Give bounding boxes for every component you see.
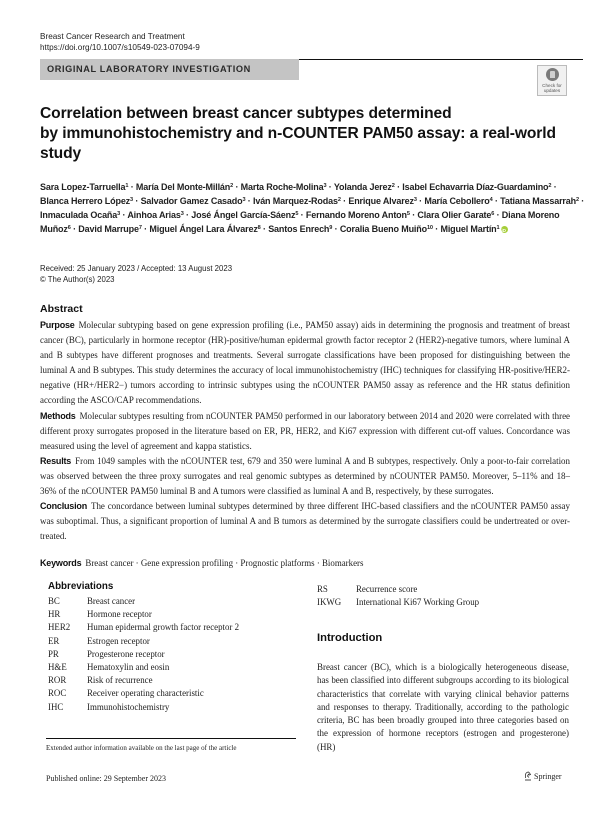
abstract-label: Results [40, 455, 72, 466]
affiliation-marker[interactable]: 1 [125, 183, 129, 189]
abbreviation-row [48, 648, 239, 661]
abstract-methods [40, 409, 570, 454]
affiliation-marker[interactable]: 3 [242, 197, 246, 203]
doi-link[interactable]: https://doi.org/10.1007/s10549-023-07094-9 [40, 43, 200, 52]
abbreviation-term: PR [48, 648, 59, 659]
abbreviation-term: ER [48, 635, 60, 646]
abbreviation-row [317, 596, 479, 609]
abbreviation-term: RS [317, 584, 328, 594]
abstract-label: Methods [40, 410, 76, 421]
abbreviation-term: H&E [48, 662, 67, 673]
abbreviation-definition: Risk of recurrence [87, 675, 153, 686]
abstract-text: From 1049 samples with the nCOUNTER test, 679 and 350 were luminal A and B subtypes, respectively. Only a poor-to-fair correlation was observed between the three proxy surrogates and real genomic subtypes as determined by nCOUNTER PAM50. Moreover, 5–11% and 18–36% of the nCOUNTER PAM50 luminal B and A tumors were classified as luminal A and B, respectively, by these surrogates. [40, 455, 570, 497]
keywords-label: Keywords [40, 558, 82, 568]
article-type-label: ORIGINAL LABORATORY INVESTIGATION [47, 64, 251, 74]
affiliation-marker[interactable]: 6 [67, 225, 71, 231]
affiliation-marker[interactable]: 4 [489, 197, 493, 203]
publisher-logo [524, 771, 562, 781]
abbreviation-row [48, 701, 239, 714]
affiliation-marker[interactable]: 3 [413, 197, 417, 203]
affiliation-marker[interactable]: 2 [548, 183, 552, 189]
published-date: Published online: 29 September 2023 [46, 774, 166, 783]
title-line: by immunohistochemistry and n-COUNTER PAM50 assay: a real-world [40, 125, 556, 142]
abbreviation-row [48, 687, 239, 700]
title-line: Correlation between breast cancer subtypes determined [40, 105, 452, 122]
affiliation-marker[interactable]: 7 [138, 225, 142, 231]
bookmark-icon [546, 68, 559, 81]
author-name[interactable]: Yolanda Jerez [333, 182, 392, 192]
footnote-rule [46, 738, 296, 739]
affiliation-marker[interactable]: 3 [117, 211, 121, 217]
abbreviation-definition: Hematoxylin and eosin [87, 662, 170, 673]
author-name[interactable]: Miguel Martín [440, 224, 497, 234]
author-list: Sara Lopez-Tarruella$^1$ · María Del Monte-Millán$^2$ · Marta Roche-Molina$^3$ · Yolanda Jerez$^2$ · Isabel Echavarria Díaz-Guardamino$^2$ · Blanca Herrero López$^3$ · Salvador Gamez Casado$^3$ · Iván Marquez-Rodas$^2$ · Enrique Alvarez$^3$ · María Cebollero$^4$ · Tatiana Massarrah$^2$ · Inmaculada Ocaña$^3$ · Ainhoa Arias$^3$ · José Ángel García-Sáenz$^5$ · Fernando Moreno Anton$^5$ · Clara Olier Garate$^6$ · Diana Moreno Muñoz$^6$ · David Marrupe$^7$ · Miguel Ángel Lara Álvarez$^8$ · Santos Enrech$^9$ · Coralia Bueno Muiño$^{10}$ · Miguel Martín$^1$iD [40, 180, 585, 236]
orcid-icon[interactable] [501, 226, 508, 233]
abstract-text: The concordance between luminal subtypes determined by three different IHC-based classifiers and the nCOUNTER PAM50 assay was suboptimal. Thus, a significant proportion of luminal A and B tumors as determined by the surrogate classifiers could be undertreated or over-treated. [40, 501, 570, 542]
affiliation-marker[interactable]: 3 [130, 197, 133, 203]
abstract-label: Purpose [40, 320, 75, 330]
author-name[interactable]: Isabel Echavarria Díaz-Guardamino [402, 182, 549, 192]
footnote: Extended author information available on the last page of the article [46, 744, 237, 752]
author-name[interactable]: Blanca Herrero López [40, 196, 131, 206]
article-dates [40, 264, 232, 285]
affiliation-marker[interactable]: 1 [496, 225, 500, 231]
author-name[interactable]: David Marrupe [78, 224, 139, 234]
abbreviation-definition: Recurrence score [356, 584, 418, 594]
affiliation-marker[interactable]: 5 [295, 211, 299, 217]
abbreviation-term: HR [48, 609, 61, 620]
author-name[interactable]: Diana Moreno Muñoz [40, 210, 560, 234]
author-name[interactable]: Sara Lopez-Tarruella [40, 182, 126, 192]
abbreviation-row [48, 621, 239, 634]
springer-horse-icon [524, 771, 532, 781]
abbreviation-definition: Estrogen receptor [87, 635, 150, 646]
abbreviation-row [48, 674, 239, 687]
abbreviations-list-right [317, 583, 479, 609]
abbreviation-row [48, 661, 239, 674]
author-name[interactable]: Miguel Ángel Lara Álvarez [149, 224, 258, 234]
author-name[interactable]: Coralia Bueno Muiño [339, 224, 427, 234]
abstract-label: Conclusion [40, 501, 87, 512]
abstract-body [40, 318, 570, 544]
article-type-banner [40, 59, 299, 80]
abbreviation-term: HER2 [48, 622, 71, 633]
abbreviation-definition: Hormone receptor [87, 609, 152, 620]
affiliation-marker[interactable]: 2 [391, 183, 395, 189]
introduction-heading: Introduction [317, 632, 383, 644]
affiliation-marker[interactable]: 5 [406, 211, 410, 217]
author-name[interactable]: Ainhoa Arias [127, 210, 181, 220]
abbreviation-term: ROR [48, 675, 67, 686]
author-name[interactable]: Iván Marquez-Rodas [253, 196, 338, 206]
abstract-purpose [40, 318, 570, 409]
affiliation-marker[interactable]: 3 [180, 211, 184, 217]
affiliation-marker[interactable]: 10 [426, 225, 433, 231]
author-name[interactable]: Enrique Alvarez [348, 196, 414, 206]
author-name[interactable]: Clara Olier Garate [417, 210, 492, 220]
publisher-name: Springer [534, 772, 562, 781]
abbreviation-definition: Breast cancer [87, 596, 136, 606]
abstract-results [40, 454, 570, 499]
author-name[interactable]: Inmaculada Ocaña [40, 210, 118, 220]
check-updates-line1: Check for [542, 83, 562, 88]
check-updates-line2: updates [543, 88, 561, 93]
affiliation-marker[interactable]: 2 [337, 197, 341, 203]
abbreviation-row [48, 595, 239, 608]
journal-header [40, 31, 200, 53]
author-name[interactable]: Fernando Moreno Anton [305, 210, 407, 220]
abbreviation-definition: Receiver operating characteristic [87, 688, 204, 699]
abstract-text: Molecular subtyping based on gene expression profiling (i.e., PAM50 assay) aids in determining the prognosis and treatment of breast cancer (BC), particularly in hormone receptor (HR)-positive/human epidermal growth factor receptor 2 (HER2)-negative tumors, where luminal A and B subtypes have different prognoses and treatments. Several surrogate classifications have been proposed for distinguishing between the luminal A and B subtypes. This study determines the accuracy of local immunohistochemistry (IHC) techniques for classifying HR-positive/HER2-negative (HR+/HER2−) tumors according to intrinsic subtypes using the nCOUNTER PAM50 assay as reference and the HR status definition according the ASCO/CAP recommendations. [40, 320, 570, 406]
keywords-text: Breast cancer · Gene expression profiling · Prognostic platforms · Biomarkers [85, 558, 364, 568]
affiliation-marker[interactable]: 2 [575, 197, 579, 203]
copyright: © The Author(s) 2023 [40, 274, 115, 284]
received-accepted: Received: 25 January 2023 / Accepted: 13 August 2023 [40, 264, 233, 273]
abbreviation-term: IKWG [317, 597, 342, 608]
abbreviation-definition: International Ki67 Working Group [356, 597, 480, 608]
author-name[interactable]: Tatiana Massarrah [500, 196, 576, 206]
abbreviation-term: BC [48, 596, 60, 606]
abstract-text: Molecular subtypes resulting from nCOUNTER PAM50 performed in our laboratory between 2014 and 2020 were correlated with three different proxy surrogates proposed in the literature based on ER, PR, HER2, and Ki67 expression with different cut-off values. Concordance was measured using the level of agreement and kappa statistics. [40, 410, 570, 451]
affiliation-marker[interactable]: 6 [491, 211, 495, 217]
journal-name: Breast Cancer Research and Treatment [40, 32, 185, 41]
abbreviation-row [317, 583, 479, 596]
keywords [40, 558, 570, 568]
author-name[interactable]: Marta Roche-Molina [240, 182, 324, 192]
affiliation-marker[interactable]: 8 [257, 225, 261, 231]
abbreviation-definition: Immunohistochemistry [87, 701, 170, 712]
affiliation-marker[interactable]: 9 [329, 225, 333, 231]
abbreviation-term: IHC [48, 701, 64, 712]
abstract-heading: Abstract [40, 303, 83, 315]
abbreviation-term: ROC [48, 688, 67, 699]
abbreviation-definition: Human epidermal growth factor receptor 2 [87, 622, 240, 633]
abbreviations-list-left [48, 595, 239, 714]
abbreviation-definition: Progesterone receptor [87, 648, 165, 659]
check-for-updates-badge[interactable] [537, 65, 567, 96]
author-name[interactable]: José Ángel García-Sáenz [191, 210, 296, 220]
title-line: study [40, 145, 82, 162]
header-rule [299, 59, 583, 60]
article-title [40, 104, 560, 164]
affiliation-marker[interactable]: 2 [230, 183, 234, 189]
affiliation-marker[interactable]: 3 [323, 183, 327, 189]
author-name[interactable]: Santos Enrech [268, 224, 330, 234]
abbreviations-heading: Abbreviations [48, 581, 114, 592]
abstract-conclusion [40, 499, 570, 544]
introduction-text: Breast cancer (BC), which is a biologically heterogeneous disease, has been classified into different subgroups according to its biological characteristics that correlate with varying clinical behavior patterns and responses to therapy. Traditionally, according to the pathologic criteria, BC has been broadly grouped into three categories based on the expression of hormone receptors (estrogen and progesterone) (HR) [317, 662, 569, 752]
abbreviation-row [48, 635, 239, 648]
author-name[interactable]: María Cebollero [424, 196, 490, 206]
abbreviation-row [48, 608, 239, 621]
author-name[interactable]: María Del Monte-Millán [135, 182, 231, 192]
author-name[interactable]: Salvador Gamez Casado [140, 196, 243, 206]
